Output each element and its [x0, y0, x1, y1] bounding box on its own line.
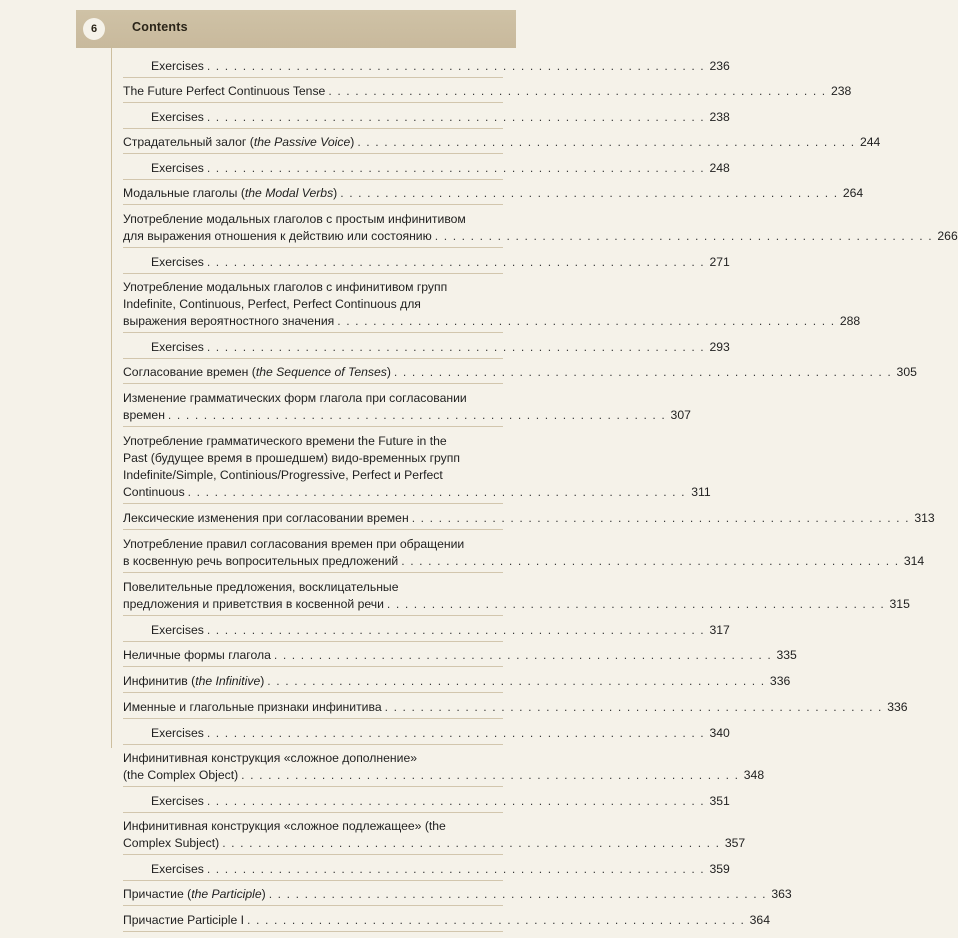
- toc-entry-title-line: Exercises: [151, 161, 204, 175]
- dot-leader: . . . . . . . . . . . . . . . . . . . . . . . . . . . . . . . . . . . . . . . . . . . . . . . . . . . . . . . .: [206, 340, 705, 354]
- toc-entry-title-line: Complex Subject): [123, 836, 220, 850]
- toc-page-number: 336: [769, 674, 791, 688]
- entry-separator: [123, 718, 503, 719]
- toc-entry: [123, 673, 791, 693]
- toc-entry-title-line: Согласование времен (the Sequence of Tenses): [123, 365, 391, 379]
- toc-entry-last-line: [123, 912, 770, 929]
- toc-page-number: 351: [709, 794, 730, 808]
- toc-page-number: 364: [749, 913, 770, 927]
- toc-page-number: 293: [709, 340, 730, 354]
- dot-leader: . . . . . . . . . . . . . . . . . . . . . . . . . . . . . . . . . . . . . . . . . . . . . . . . . . . . . . . .: [206, 623, 705, 637]
- toc-entry-title-line: Модальные глаголы (the Modal Verbs): [123, 186, 338, 200]
- toc-page-number: 363: [771, 887, 792, 901]
- toc-entry: [123, 647, 797, 667]
- dot-leader: . . . . . . . . . . . . . . . . . . . . . . . . . . . . . . . . . . . . . . . . . . . . . . . . . . . . . . . .: [401, 554, 900, 568]
- toc-entry: [123, 912, 770, 932]
- dot-leader: . . . . . . . . . . . . . . . . . . . . . . . . . . . . . . . . . . . . . . . . . . . . . . . . . . . . . . . .: [206, 862, 705, 876]
- toc-entry: [123, 536, 925, 573]
- toc-entry-title-line: Неличные формы глагола: [123, 648, 271, 662]
- toc-entry: [123, 433, 711, 504]
- toc-entry-title-line: Инфинитивная конструкция «сложное подлежащее» (the: [123, 819, 446, 833]
- dot-leader: . . . . . . . . . . . . . . . . . . . . . . . . . . . . . . . . . . . . . . . . . . . . . . . . . . . . . . . .: [187, 485, 686, 499]
- toc-entry-exercises: [123, 793, 730, 813]
- entry-separator: [123, 692, 503, 693]
- entry-separator: [123, 786, 503, 787]
- entry-separator: [123, 572, 503, 573]
- toc-entry-last-line: [123, 134, 881, 151]
- toc-entry-last-line: [123, 793, 730, 810]
- toc-entry-last-line: [123, 185, 864, 202]
- entry-separator: [123, 931, 503, 932]
- toc-entry-title-line: Именные и глагольные признаки инфинитива: [123, 700, 382, 714]
- entry-separator: [123, 426, 503, 427]
- dot-leader: . . . . . . . . . . . . . . . . . . . . . . . . . . . . . . . . . . . . . . . . . . . . . . . . . . . . . . . .: [222, 836, 721, 850]
- toc-entry: [123, 818, 746, 855]
- toc-entry-title-line: Инфинитивная конструкция «сложное дополнение»: [123, 751, 418, 765]
- toc-page-number: 288: [839, 314, 861, 328]
- dot-leader: . . . . . . . . . . . . . . . . . . . . . . . . . . . . . . . . . . . . . . . . . . . . . . . . . . . . . . . .: [340, 186, 839, 200]
- entry-separator: [123, 615, 503, 616]
- toc-entry-last-line: [123, 835, 746, 852]
- toc-entry-title-line: Страдательный залог (the Passive Voice): [123, 135, 355, 149]
- toc-entry-title-line: Exercises: [151, 110, 204, 124]
- toc-entry-last-line: [123, 510, 935, 527]
- dot-leader: . . . . . . . . . . . . . . . . . . . . . . . . . . . . . . . . . . . . . . . . . . . . . . . . . . . . . . . .: [337, 314, 836, 328]
- toc-entry-last-line: [123, 622, 730, 639]
- toc-page-number: 236: [709, 59, 730, 73]
- toc-entry-last-line: [123, 886, 792, 903]
- dot-leader: . . . . . . . . . . . . . . . . . . . . . . . . . . . . . . . . . . . . . . . . . . . . . . . . . . . . . . . .: [393, 365, 892, 379]
- dot-leader: . . . . . . . . . . . . . . . . . . . . . . . . . . . . . . . . . . . . . . . . . . . . . . . . . . . . . . . .: [167, 408, 666, 422]
- toc-entry: [123, 390, 691, 427]
- toc-entry-title-line: Употребление модальных глаголов с инфинитивом групп: [123, 280, 448, 294]
- entry-separator: [123, 128, 503, 129]
- toc-entry-title-line: Изменение грамматических форм глагола при согласовании: [123, 391, 467, 405]
- toc-entry-last-line: [123, 699, 908, 716]
- entry-separator: [123, 383, 503, 384]
- toc-entry-exercises: [123, 339, 730, 359]
- toc-entry-title-line: The Future Perfect Continuous Tense: [123, 84, 326, 98]
- page-number-badge: 6: [83, 18, 105, 40]
- entry-separator: [123, 812, 503, 813]
- entry-separator: [123, 332, 503, 333]
- toc-entry-title-line: Exercises: [151, 794, 204, 808]
- entry-separator: [123, 77, 503, 78]
- entry-separator: [123, 503, 503, 504]
- toc-entry-title-line: Причастие (the Participle): [123, 887, 266, 901]
- entry-separator: [123, 744, 503, 745]
- dot-leader: . . . . . . . . . . . . . . . . . . . . . . . . . . . . . . . . . . . . . . . . . . . . . . . . . . . . . . . .: [247, 913, 745, 927]
- entry-separator: [123, 905, 503, 906]
- toc-entry: [123, 510, 935, 530]
- toc-page-number: 336: [887, 700, 908, 714]
- margin-divider: [111, 48, 112, 748]
- dot-leader: . . . . . . . . . . . . . . . . . . . . . . . . . . . . . . . . . . . . . . . . . . . . . . . . . . . . . . . .: [267, 674, 766, 688]
- toc-page-number: 315: [889, 597, 910, 611]
- toc-entry: [123, 364, 917, 384]
- toc-entry-last-line: [123, 673, 791, 690]
- toc-entry-exercises: [123, 58, 730, 78]
- toc-entry-last-line: [123, 407, 691, 424]
- toc-entry-exercises: [123, 254, 730, 274]
- toc-entry-last-line: [123, 228, 958, 245]
- toc-page-number: 311: [691, 485, 711, 499]
- toc-entry-title-line: Indefinite/Simple, Continious/Progressive, Perfect и Perfect: [123, 468, 443, 482]
- toc-page-number: 307: [670, 408, 691, 422]
- dot-leader: . . . . . . . . . . . . . . . . . . . . . . . . . . . . . . . . . . . . . . . . . . . . . . . . . . . . . . . .: [206, 161, 705, 175]
- toc-page-number: 238: [709, 110, 730, 124]
- dot-leader: . . . . . . . . . . . . . . . . . . . . . . . . . . . . . . . . . . . . . . . . . . . . . . . . . . . . . . . .: [434, 229, 933, 243]
- toc-entry: [123, 279, 861, 333]
- toc-entry-title-line: Употребление модальных глаголов с простым инфинитивом: [123, 212, 466, 226]
- dot-leader: . . . . . . . . . . . . . . . . . . . . . . . . . . . . . . . . . . . . . . . . . . . . . . . . . . . . . . . .: [206, 110, 705, 124]
- toc-entry-title-line: Exercises: [151, 623, 204, 637]
- toc-page-number: 266: [937, 229, 958, 243]
- toc-entry-title-line: Лексические изменения при согласовании времен: [123, 511, 409, 525]
- toc-entry-title-line: в косвенную речь вопросительных предложений: [123, 554, 399, 568]
- entry-separator: [123, 641, 503, 642]
- toc-page-number: 314: [903, 554, 925, 568]
- toc-entry-last-line: [123, 160, 730, 177]
- entry-separator: [123, 153, 503, 154]
- toc-entry-title-line: Причастие Participle I: [123, 913, 245, 927]
- toc-page-number: 335: [776, 648, 797, 662]
- toc-entry-title-line: Exercises: [151, 59, 204, 73]
- toc-page-number: 244: [859, 135, 881, 149]
- toc-entry-last-line: [123, 313, 861, 330]
- toc-entry-title-line: Инфинитив (the Infinitive): [123, 674, 265, 688]
- toc-page-number: 340: [709, 726, 730, 740]
- entry-separator: [123, 102, 503, 103]
- toc-entry-last-line: [123, 767, 765, 784]
- toc-entry-title-line: Употребление правил согласования времен при обращении: [123, 537, 465, 551]
- toc-entry-last-line: [123, 553, 925, 570]
- entry-separator: [123, 179, 503, 180]
- toc-entry-title-line: Indefinite, Continuous, Perfect, Perfect Continuous для: [123, 297, 421, 311]
- toc-page-number: 238: [830, 84, 852, 98]
- header-bar: [76, 10, 516, 48]
- dot-leader: . . . . . . . . . . . . . . . . . . . . . . . . . . . . . . . . . . . . . . . . . . . . . . . . . . . . . . . .: [273, 648, 772, 662]
- toc-page-number: 348: [743, 768, 765, 782]
- toc-entry-last-line: [123, 647, 797, 664]
- dot-leader: . . . . . . . . . . . . . . . . . . . . . . . . . . . . . . . . . . . . . . . . . . . . . . . . . . . . . . . .: [357, 135, 856, 149]
- toc-entry-title-line: предложения и приветствия в косвенной речи: [123, 597, 384, 611]
- toc-entry-title-line: Continuous: [123, 485, 185, 499]
- toc-entry-exercises: [123, 725, 730, 745]
- toc-entry-title-line: времен: [123, 408, 165, 422]
- toc-entry-last-line: [123, 725, 730, 742]
- toc-entry-last-line: [123, 109, 730, 126]
- toc-entry: [123, 211, 958, 248]
- table-of-contents: [123, 58, 958, 938]
- entry-separator: [123, 273, 503, 274]
- entry-separator: [123, 529, 503, 530]
- entry-separator: [123, 204, 503, 205]
- toc-entry-last-line: [123, 484, 711, 501]
- entry-separator: [123, 880, 503, 881]
- toc-entry-last-line: [123, 83, 852, 100]
- entry-separator: [123, 854, 503, 855]
- dot-leader: . . . . . . . . . . . . . . . . . . . . . . . . . . . . . . . . . . . . . . . . . . . . . . . . . . . . . . . .: [241, 768, 740, 782]
- toc-page-number: 357: [724, 836, 746, 850]
- toc-entry-last-line: [123, 58, 730, 75]
- toc-page-number: 248: [709, 161, 730, 175]
- toc-entry-last-line: [123, 364, 917, 381]
- entry-separator: [123, 247, 503, 248]
- dot-leader: . . . . . . . . . . . . . . . . . . . . . . . . . . . . . . . . . . . . . . . . . . . . . . . . . . . . . . . .: [328, 84, 827, 98]
- toc-entry-title-line: Употребление грамматического времени the Future in the: [123, 434, 447, 448]
- toc-entry-title-line: выражения вероятностного значения: [123, 314, 335, 328]
- dot-leader: . . . . . . . . . . . . . . . . . . . . . . . . . . . . . . . . . . . . . . . . . . . . . . . . . . . . . . . .: [206, 59, 705, 73]
- toc-entry-title-line: Exercises: [151, 726, 204, 740]
- section-title: Contents: [132, 20, 188, 34]
- toc-entry-title-line: Повелительные предложения, восклицательные: [123, 580, 399, 594]
- dot-leader: . . . . . . . . . . . . . . . . . . . . . . . . . . . . . . . . . . . . . . . . . . . . . . . . . . . . . . . .: [411, 511, 910, 525]
- toc-page-number: 305: [896, 365, 917, 379]
- toc-page-number: 317: [709, 623, 730, 637]
- toc-entry: [123, 579, 910, 616]
- dot-leader: . . . . . . . . . . . . . . . . . . . . . . . . . . . . . . . . . . . . . . . . . . . . . . . . . . . . . . . .: [206, 255, 705, 269]
- dot-leader: . . . . . . . . . . . . . . . . . . . . . . . . . . . . . . . . . . . . . . . . . . . . . . . . . . . . . . . .: [206, 794, 705, 808]
- toc-entry-last-line: [123, 596, 910, 613]
- toc-entry-last-line: [123, 254, 730, 271]
- toc-entry-exercises: [123, 861, 730, 881]
- toc-entry-title-line: (the Complex Object): [123, 768, 239, 782]
- toc-entry: [123, 699, 908, 719]
- toc-entry-exercises: [123, 160, 730, 180]
- dot-leader: . . . . . . . . . . . . . . . . . . . . . . . . . . . . . . . . . . . . . . . . . . . . . . . . . . . . . . . .: [206, 726, 705, 740]
- toc-page-number: 359: [709, 862, 730, 876]
- toc-page-number: 264: [842, 186, 864, 200]
- toc-page-number: 271: [709, 255, 730, 269]
- dot-leader: . . . . . . . . . . . . . . . . . . . . . . . . . . . . . . . . . . . . . . . . . . . . . . . . . . . . . . . .: [268, 887, 767, 901]
- toc-entry-title-line: Exercises: [151, 340, 204, 354]
- toc-entry-title-line: Exercises: [151, 862, 204, 876]
- toc-entry-exercises: [123, 622, 730, 642]
- toc-entry: [123, 750, 765, 787]
- toc-entry: [123, 185, 864, 205]
- toc-entry-title-line: для выражения отношения к действию или состоянию: [123, 229, 432, 243]
- toc-entry-title-line: Past (будущее время в прошедшем) видо-временных групп: [123, 451, 460, 465]
- toc-entry-last-line: [123, 861, 730, 878]
- toc-entry: [123, 83, 852, 103]
- toc-page-number: 313: [914, 511, 935, 525]
- dot-leader: . . . . . . . . . . . . . . . . . . . . . . . . . . . . . . . . . . . . . . . . . . . . . . . . . . . . . . . .: [386, 597, 885, 611]
- entry-separator: [123, 358, 503, 359]
- toc-entry-last-line: [123, 339, 730, 356]
- toc-entry: [123, 886, 792, 906]
- dot-leader: . . . . . . . . . . . . . . . . . . . . . . . . . . . . . . . . . . . . . . . . . . . . . . . . . . . . . . . .: [384, 700, 883, 714]
- toc-entry: [123, 134, 881, 154]
- toc-entry-title-line: Exercises: [151, 255, 204, 269]
- entry-separator: [123, 666, 503, 667]
- toc-entry-exercises: [123, 109, 730, 129]
